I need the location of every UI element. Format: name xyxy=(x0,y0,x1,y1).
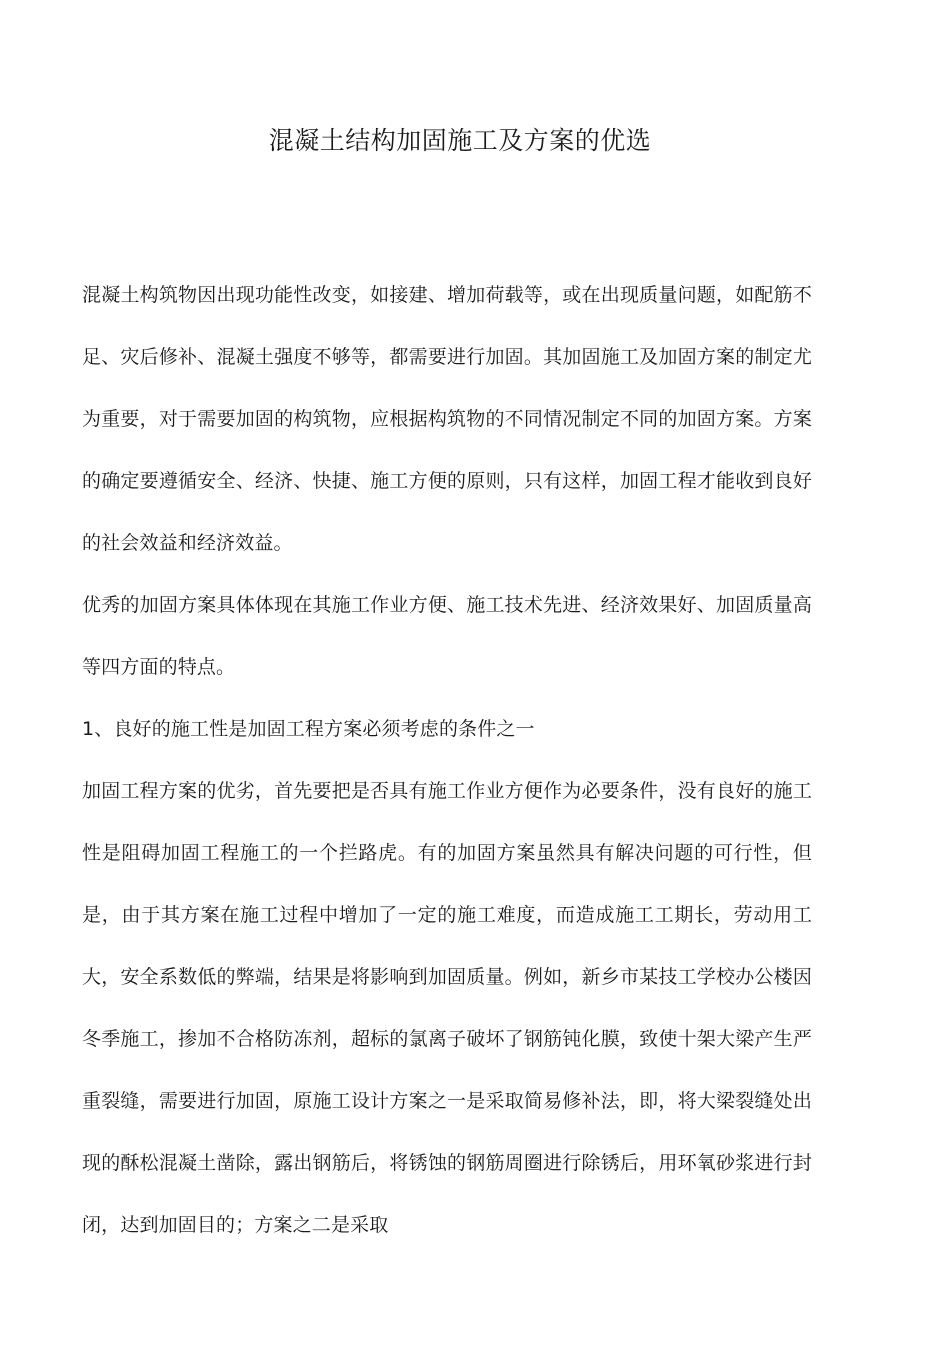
section-heading-1: 1、良好的施工性是加固工程方案必须考虑的条件之一 xyxy=(82,718,535,740)
document-title: 混凝土结构加固施工及方案的优选 xyxy=(268,126,652,155)
paragraph-section-1: 加固工程方案的优劣，首先要把是否具有施工作业方便作为必要条件，没有良好的施工性是阻碍加固工程施工的一个拦路虎。有的加固方案虽然具有解决问题的可行性，但是，由于其方案在施工过程中增加了一定的施工难度，而造成施工工期长，劳动用工大，安全系数低的弊端，结果是将影响到加固质量。例如，新乡市某技工学校办公楼因冬季施工，掺加不合格防冻剂，超标的氯离子破坏了钢筋钝化膜，致使十架大梁产生严重裂缝，需要进行加固，原施工设计方案之一是采取简易修补法，即，将大梁裂缝处出现的酥松混凝土凿除，露出钢筋后，将锈蚀的钢筋周圈进行除锈后，用环氧砂浆进行封闭，达到加固目的；方案之二是采取 xyxy=(82,780,812,1236)
document-body xyxy=(82,264,812,1256)
paragraph-intro: 混凝土构筑物因出现功能性改变，如接建、增加荷载等，或在出现质量问题，如配筋不足、灾后修补、混凝土强度不够等，都需要进行加固。其加固施工及加固方案的制定尤为重要，对于需要加固的构筑物，应根据构筑物的不同情况制定不同的加固方案。方案的确定要遵循安全、经济、快捷、施工方便的原则，只有这样，加固工程才能收到良好的社会效益和经济效益。 xyxy=(82,284,812,554)
paragraph-features: 优秀的加固方案具体体现在其施工作业方便、施工技术先进、经济效果好、加固质量高等四方面的特点。 xyxy=(82,594,812,678)
